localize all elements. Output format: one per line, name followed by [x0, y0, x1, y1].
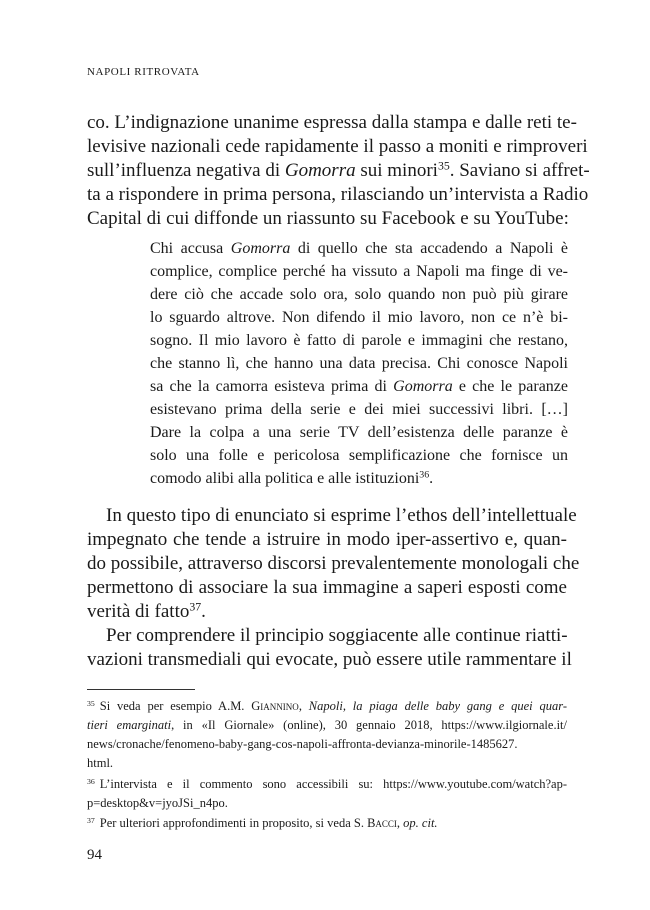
- quote-line: Dare la colpa a una serie TV dell’esistenza delle paranze è: [150, 424, 568, 441]
- body-line: impegnato che tende a istruire in modo iper-assertivo e, quan-: [87, 529, 567, 550]
- footnote-ref: 37: [189, 600, 202, 614]
- quote-line: complice, complice perché ha vissuto a Napoli ma finge di ve-: [150, 263, 568, 280]
- footnote-line: news/cronache/fenomeno-baby-gang-cos-napoli-affronta-devianza-minorile-1485627.: [87, 737, 518, 751]
- footnote-separator: [87, 689, 195, 690]
- quote-line: solo una folle e pericolosa semplificazione che fornisce un: [150, 447, 568, 464]
- footnote-line: tieri emarginati, in «Il Giornale» (online), 30 gennaio 2018, https://www.ilgiornale.it/: [87, 718, 567, 732]
- footnote-number: 35: [87, 698, 95, 708]
- footnote-line: html.: [87, 756, 114, 770]
- body-line: vazioni transmediali qui evocate, può essere utile rammentare il: [87, 649, 572, 670]
- body-line: sull’influenza negativa di Gomorra sui minori$^{35}$. Saviano si affret-: [87, 159, 590, 181]
- body-line: Per comprendere il principio soggiacente alle continue riatti-: [106, 625, 568, 646]
- quote-line: che stanno lì, che hanno una data precisa. Chi conosce Napoli: [150, 355, 568, 372]
- body-line: do possibile, attraverso discorsi prevalentemente monologali che: [87, 553, 580, 574]
- footnote-ref: 35: [437, 159, 450, 173]
- body-line: Capital di cui diffonde un riassunto su Facebook e su YouTube:: [87, 208, 569, 229]
- quote-line: Chi accusa Gomorra di quello che sta accadendo a Napoli è: [150, 240, 569, 257]
- footnote-number: 36: [87, 776, 95, 786]
- body-line: permettono di associare la sua immagine a saperi esposti come: [87, 577, 567, 598]
- footnote-ref: 36: [419, 469, 430, 481]
- body-line: ta a rispondere in prima persona, rilasciando un’intervista a Radio: [87, 184, 589, 205]
- quote-line: lo sguardo altrove. Non difendo il mio lavoro, non ce n’è bi-: [150, 309, 568, 326]
- body-line: levisive nazionali cede rapidamente il passo a moniti e rimproveri: [87, 136, 588, 157]
- body-line: co. L’indignazione unanime espressa dalla stampa e dalle reti te-: [87, 112, 577, 133]
- footnote-line: $^{35}$ Si veda per esempio A.M. Giannino, Napoli, la piaga delle baby gang e quei quar-: [87, 698, 568, 713]
- page-number: 94: [87, 847, 102, 863]
- footnote-line: $^{37}$ Per ulteriori approfondimenti in proposito, si veda S. Bacci, op. cit.: [87, 815, 438, 830]
- footnote-line: $^{36}$ L’intervista e il commento sono accessibili su: https://www.youtube.com/watch?ap-: [87, 776, 567, 791]
- footnote-line: p=desktop&v=jyoJSi_n4po.: [87, 796, 228, 810]
- quote-line: sogno. Il mio lavoro è fatto di parole e immagini che restano,: [150, 332, 568, 349]
- body-line: In questo tipo di enunciato si esprime l’ethos dell’intellettuale: [106, 505, 577, 526]
- body-line: verità di fatto$^{37}$.: [87, 600, 206, 622]
- quote-line: sa che la camorra esisteva prima di Gomorra e che le paranze: [150, 378, 568, 395]
- quote-line: esistevano prima della serie e dei miei successivi libri. […]: [150, 401, 568, 418]
- footnote-number: 37: [87, 815, 95, 825]
- running-header: NAPOLI RITROVATA: [87, 66, 200, 78]
- quote-line: dere ciò che accade solo ora, solo quando non può più girare: [150, 286, 568, 303]
- quote-line: comodo alibi alla politica e alle istituzioni$^{36}$.: [150, 469, 434, 487]
